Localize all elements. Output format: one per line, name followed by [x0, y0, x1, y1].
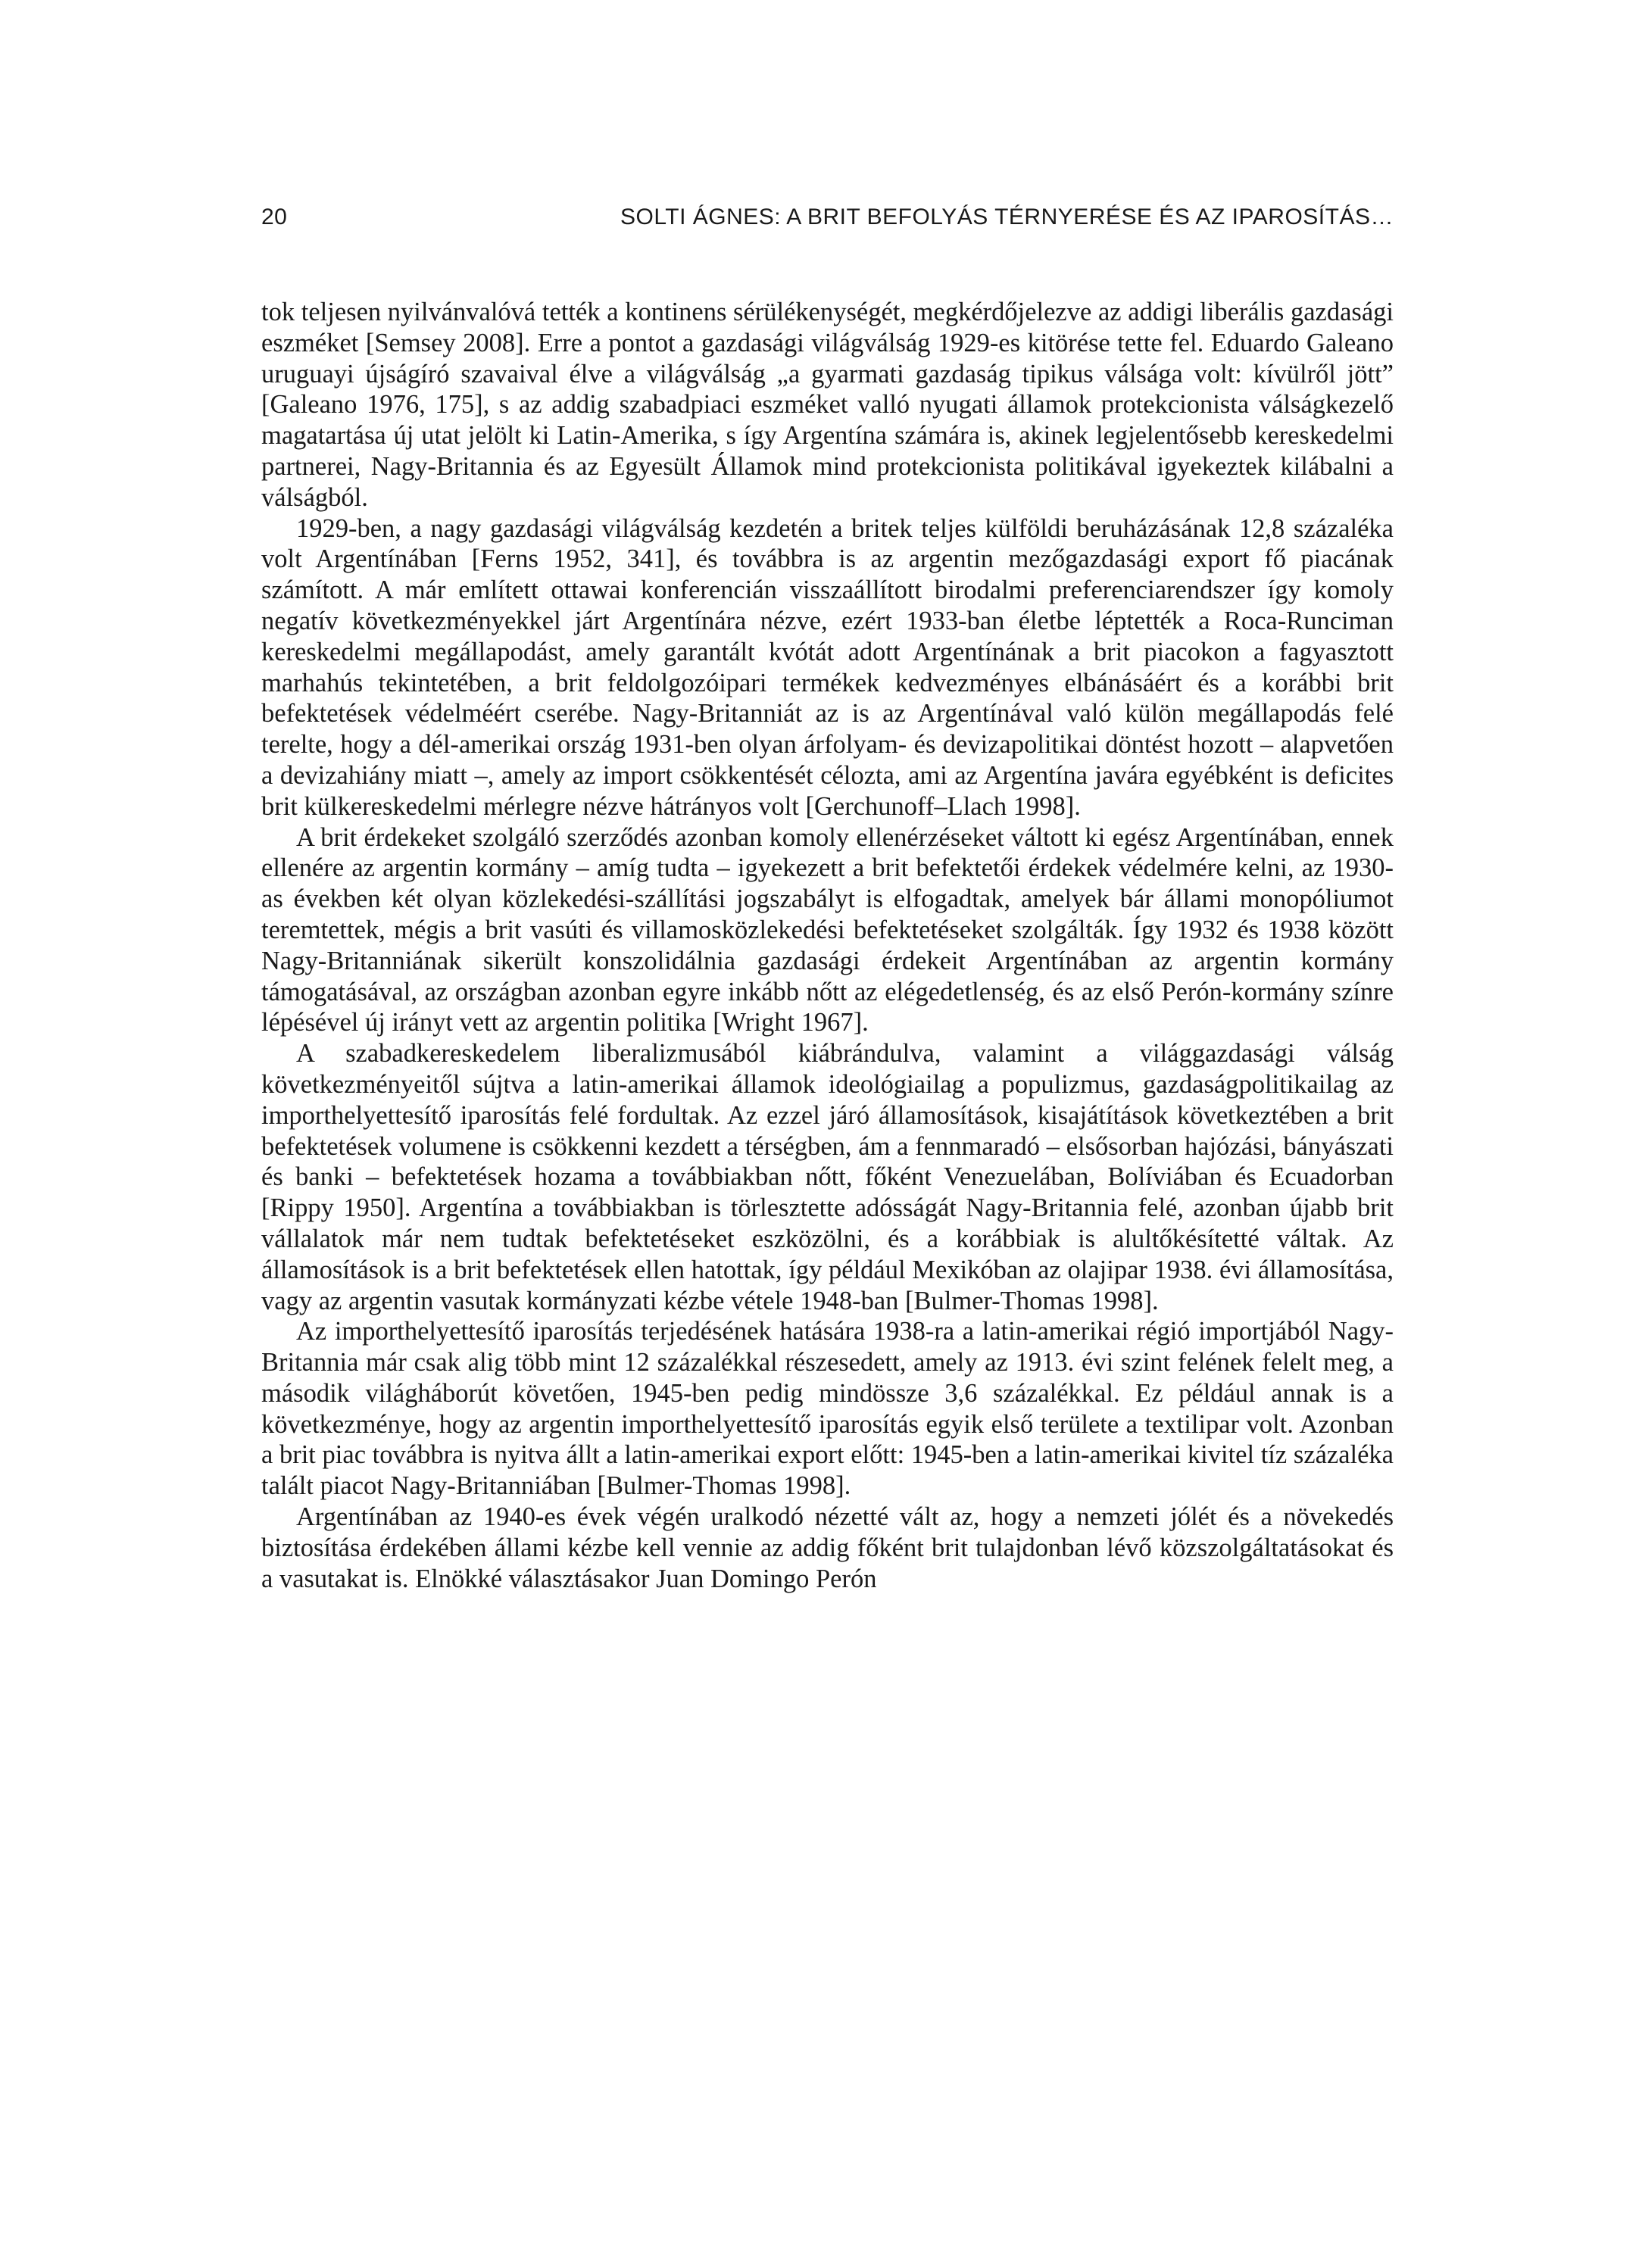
paragraph: Argentínában az 1940-es évek végén uralkodó nézetté vált az, hogy a nemzeti jólét és a növekedés biztosítása érdekében állami kézbe kell vennie az addig főként brit tulajdonban lévő közszolgáltatásokat és a vasutakat is. Elnökké választásakor Juan Domingo Perón	[261, 1502, 1394, 1593]
body-text	[261, 297, 1394, 1594]
running-title: SOLTI ÁGNES: A BRIT BEFOLYÁS TÉRNYERÉSE ÉS AZ IPAROSÍTÁS…	[620, 204, 1394, 229]
page-number: 20	[261, 204, 288, 229]
running-header	[261, 204, 1394, 242]
paragraph: Az importhelyettesítő iparosítás terjedésének hatására 1938-ra a latin-amerikai régió importjából Nagy-Britannia már csak alig több mint 12 százalékkal részesedett, amely az 1913. évi szint felének felelt meg, a második világháborút követően, 1945-ben pedig mindössze 3,6 százalékkal. Ez például annak is a következménye, hogy az argentin importhelyettesítő iparosítás egyik első területe a textilipar volt. Azonban a brit piac továbbra is nyitva állt a latin-amerikai export előtt: 1945-ben a latin-amerikai kivitel tíz százaléka talált piacot Nagy-Britanniában [Bulmer-Thomas 1998].	[261, 1317, 1394, 1501]
paragraph: A brit érdekeket szolgáló szerződés azonban komoly ellenérzéseket váltott ki egész Argentínában, ennek ellenére az argentin kormány – amíg tudta – igyekezett a brit befektetői érdekek védelmére kelni, az 1930-as években két olyan közlekedési-szállítási jogszabályt is elfogadtak, amelyek bár állami monopóliumot teremtettek, mégis a brit vasúti és villamosközlekedési befektetéseket szolgálták. Így 1932 és 1938 között Nagy-Britanniának sikerült konszolidálnia gazdasági érdekeit Argentínában az argentin kormány támogatásával, az országban azonban egyre inkább nőtt az elégedetlenség, és az első Perón-kormány színre lépésével új irányt vett az argentin politika [Wright 1967].	[261, 822, 1394, 1037]
paragraph: tok teljesen nyilvánvalóvá tették a kontinens sérülékenységét, megkérdőjelezve az addigi liberális gazdasági eszméket [Semsey 2008]. Erre a pontot a gazdasági világválság 1929-es kitörése tette fel. Eduardo Galeano uruguayi újságíró szavaival élve a világválság „a gyarmati gazdaság tipikus válsága volt: kívülről jött” [Galeano 1976, 175], s az addig szabadpiaci eszméket valló nyugati államok protekcionista válságkezelő magatartása új utat jelölt ki Latin-Amerika, s így Argentína számára is, akinek legjelentősebb kereskedelmi partnerei, Nagy-Britannia és az Egyesült Államok mind protekcionista politikával igyekeztek kilábalni a válságból.	[261, 298, 1394, 512]
paragraph: A szabadkereskedelem liberalizmusából kiábrándulva, valamint a világgazdasági válság következményeitől sújtva a latin-amerikai államok ideológiailag a populizmus, gazdaságpolitikailag az importhelyettesítő iparosítás felé fordultak. Az ezzel járó államosítások, kisajátítások következtében a brit befektetések volumene is csökkenni kezdett a térségben, ám a fennmaradó – elsősorban hajózási, bányászati és banki – befektetések hozama a továbbiakban nőtt, főként Venezuelában, Bolíviában és Ecuadorban [Rippy 1950]. Argentína a továbbiakban is törlesztette adósságát Nagy-Britannia felé, azonban újabb brit vállalatok már nem tudtak befektetéseket eszközölni, és a korábbiak is alultőkésítetté váltak. Az államosítások is a brit befektetések ellen hatottak, így például Mexikóban az olajipar 1938. évi államosítása, vagy az argentin vasutak kormányzati kézbe vétele 1948-ban [Bulmer-Thomas 1998].	[261, 1039, 1394, 1315]
paragraph: 1929-ben, a nagy gazdasági világválság kezdetén a britek teljes külföldi beruházásának 12,8 százaléka volt Argentínában [Ferns 1952, 341], és továbbra is az argentin mezőgazdasági export fő piacának számított. A már említett ottawai konferencián visszaállított birodalmi preferenciarendszer így komoly negatív következményekkel járt Argentínára nézve, ezért 1933-ban életbe léptették a Roca-Runciman kereskedelmi megállapodást, amely garantált kvótát adott Argentínának a brit piacokon a fagyasztott marhahús tekintetében, a brit feldolgozóipari termékek kedvezményes elbánásáért és a korábbi brit befektetések védelméért cserébe. Nagy-Britanniát az is az Argentínával való külön megállapodás felé terelte, hogy a dél-amerikai ország 1931-ben olyan árfolyam- és devizapolitikai döntést hozott – alapvetően a devizahiány miatt –, amely az import csökkentését célozta, ami az Argentína javára egyébként is deficites brit külkereskedelmi mérlegre nézve hátrányos volt [Gerchunoff–Llach 1998].	[261, 513, 1394, 821]
